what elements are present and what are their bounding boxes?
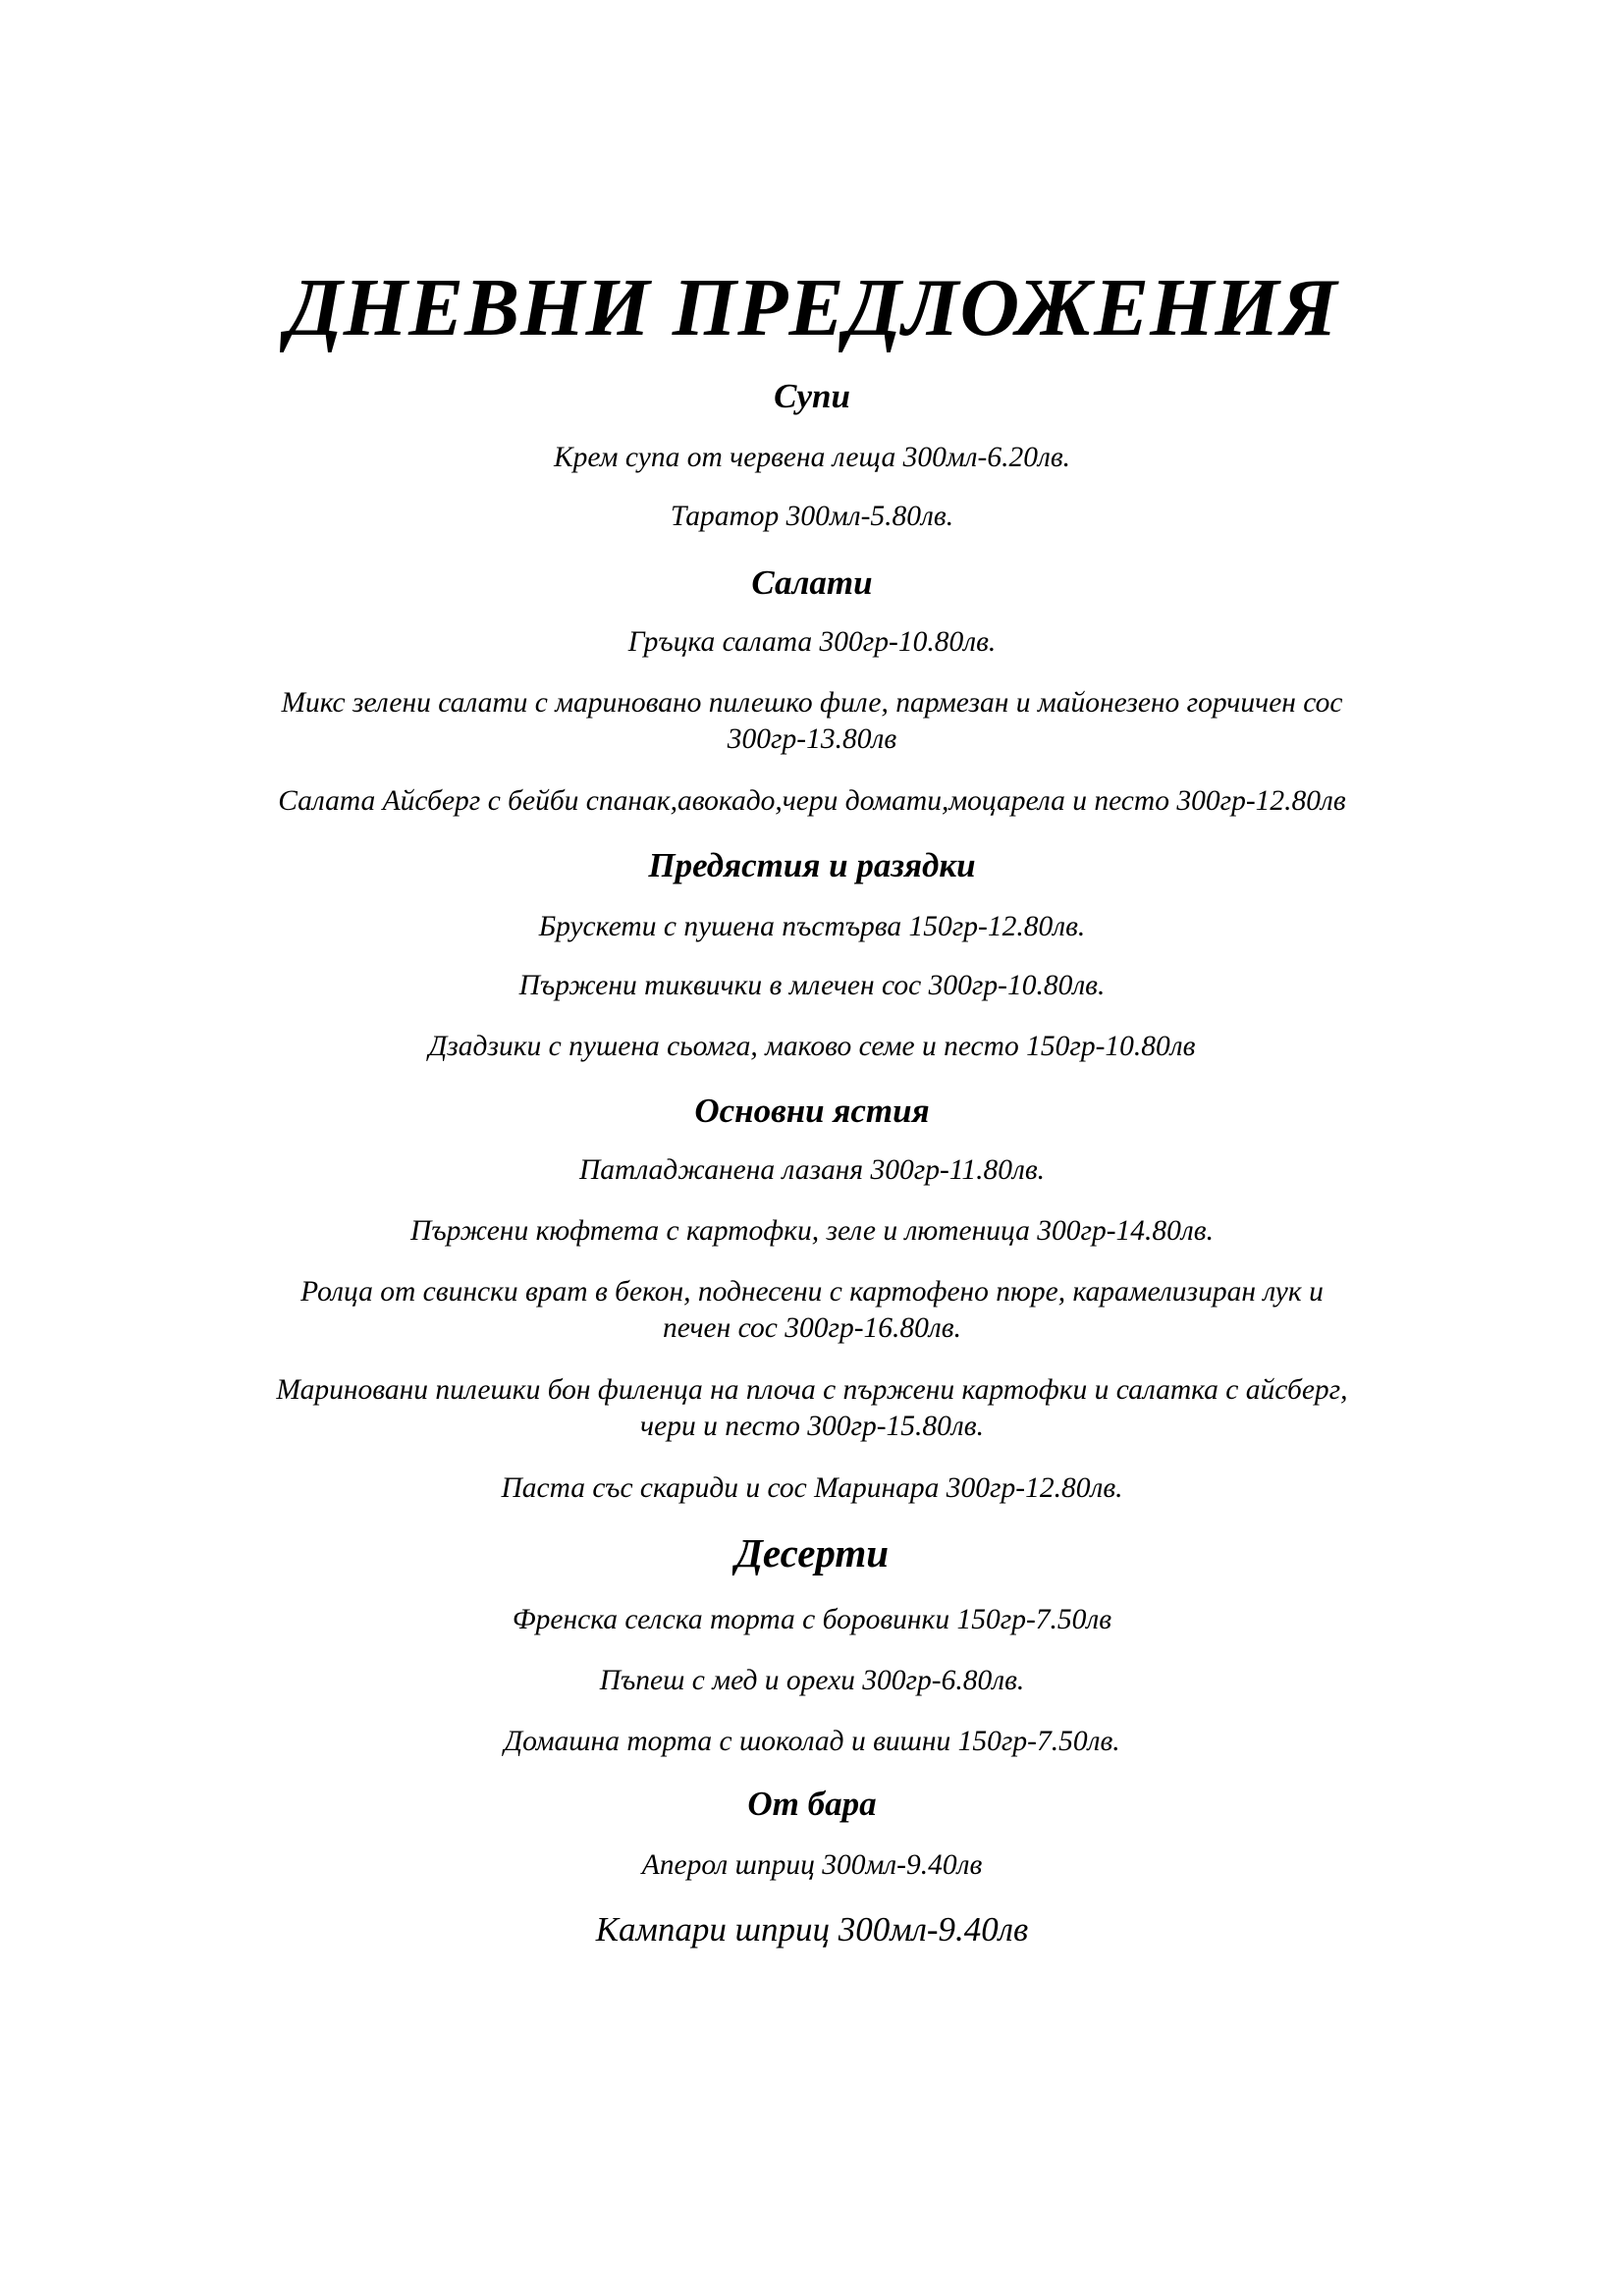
menu-item: 300гр-13.80лв — [727, 723, 897, 755]
menu-item: Кампари шприц 300мл-9.40лв — [595, 1910, 1029, 1949]
menu-item: Дзадзики с пушена сьомга, маково семе и песто 150гр-10.80лв — [428, 1031, 1196, 1062]
section-heading-salads: Салати — [751, 563, 873, 602]
menu-item: Ролца от свински врат в бекон, поднесени с картофено пюре, карамелизиран лук и — [300, 1276, 1324, 1308]
menu-item: Домашна торта с шоколад и вишни 150гр-7.50лв. — [504, 1726, 1120, 1757]
menu-item: Брускети с пушена пъстърва 150гр-12.80лв. — [538, 911, 1086, 942]
section-heading-desserts: Десерти — [734, 1530, 890, 1575]
section-heading-bar: От бара — [747, 1785, 877, 1823]
menu-item: Пържени тиквички в млечен сос 300гр-10.80лв. — [518, 970, 1106, 1001]
menu-item: Патладжанена лазаня 300гр-11.80лв. — [578, 1154, 1046, 1186]
section-heading-soups: Супи — [774, 377, 850, 415]
menu-item: Таратор 300мл-5.80лв. — [670, 501, 954, 532]
menu-title: ДНЕВНИ ПРЕДЛОЖЕНИЯ — [286, 262, 1338, 353]
menu-item: Мариновани пилешки бон филенца на плоча с пържени картофки и салатка с айсберг, — [276, 1374, 1348, 1406]
menu-item: Паста със скариди и сос Маринара 300гр-12.80лв. — [501, 1472, 1123, 1504]
section-heading-starters: Предястия и разядки — [648, 846, 976, 884]
menu-item: чери и песто 300гр-15.80лв. — [640, 1411, 984, 1442]
menu-item: Крем супа от червена леща 300мл-6.20лв. — [553, 442, 1071, 473]
menu-item: Гръцка салата 300гр-10.80лв. — [627, 626, 997, 658]
menu-item: Микс зелени салати с мариновано пилешко филе, пармезан и майонезено горчичен сос — [281, 687, 1343, 719]
menu-item: печен сос 300гр-16.80лв. — [663, 1312, 961, 1344]
menu-item: Салата Айсберг с бейби спанак,авокадо,чери домати,моцарела и песто 300гр-12.80лв — [278, 785, 1346, 817]
menu-item: Пъпеш с мед и орехи 300гр-6.80лв. — [599, 1665, 1025, 1696]
section-heading-mains: Основни ястия — [694, 1092, 930, 1130]
menu-item: Пържени кюфтета с картофки, зеле и лютеница 300гр-14.80лв. — [410, 1215, 1214, 1247]
menu-item: Аперол шприц 300мл-9.40лв — [641, 1849, 983, 1881]
menu-item: Френска селска торта с боровинки 150гр-7.50лв — [512, 1604, 1112, 1635]
